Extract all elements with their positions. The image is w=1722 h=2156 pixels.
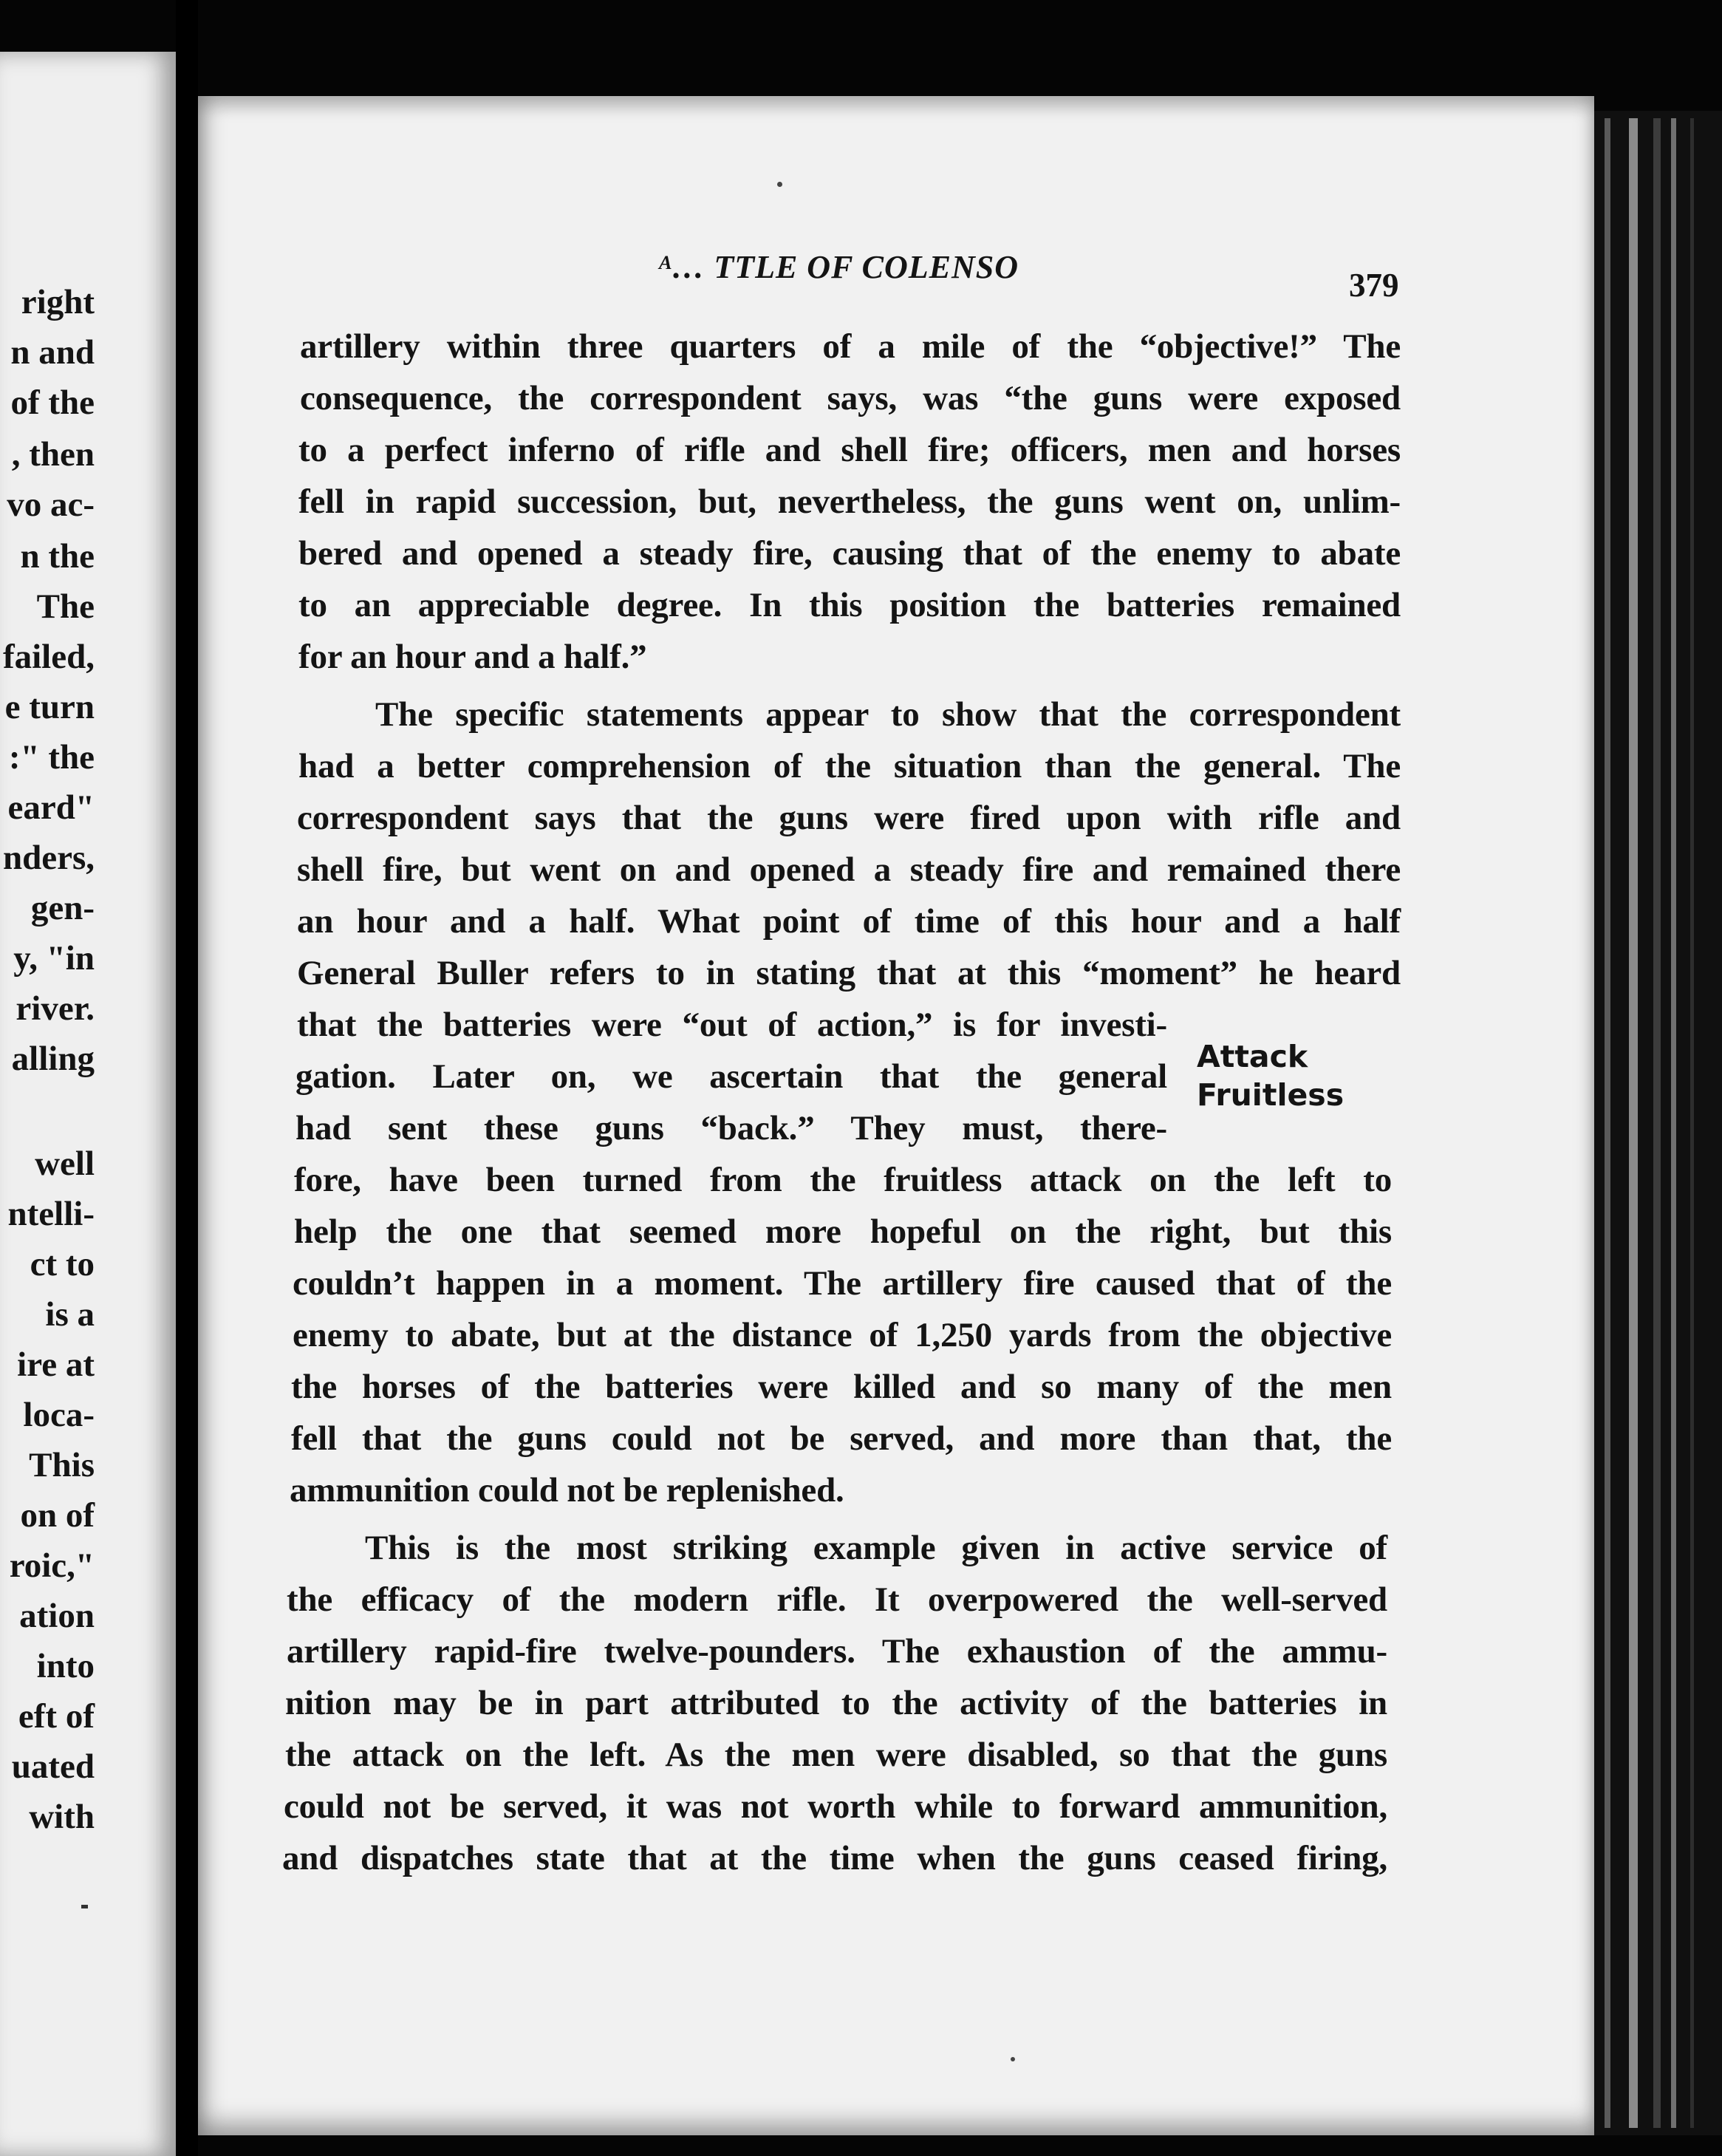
text-line: fell in rapid succession, but, nevertheless, the guns went on, unlim- [298,482,1401,521]
text-line: an hour and a half. What point of time of this hour and a half [297,902,1401,941]
facing-page-line: into [36,1647,95,1685]
facing-page-line: gen- [30,889,95,927]
facing-page-line: well [35,1144,95,1183]
facing-page-line: eard" [7,788,95,827]
facing-page-line: alling [11,1040,95,1078]
text-line: ammunition could not be replenished. [290,1471,844,1509]
facing-page-line: roic," [9,1546,95,1585]
running-head: ᴬ… TTLE OF COLENSO [657,249,1019,285]
facing-page-line: vo ac- [7,485,95,524]
text-line: had a better comprehension of the situation than the general. The [298,747,1401,785]
facing-page-line: loca- [23,1396,95,1434]
text-line: that the batteries were “out of action,” is for investi- [297,1006,1167,1044]
facing-page-line: river. [16,989,95,1028]
text-line: consequence, the correspondent says, was “the guns were exposed [300,379,1401,417]
text-line: This is the most striking example given in active service of [365,1529,1387,1567]
facing-page [0,52,176,2156]
facing-page-line: is a [45,1295,95,1334]
fore-edge-line [1653,118,1661,2128]
paper-speck [777,182,782,187]
page-number: 379 [1349,267,1399,304]
text-line: artillery within three quarters of a mile of the “objective!” The [300,327,1401,366]
facing-page-line: ct to [30,1245,95,1283]
text-line: shell fire, but went on and opened a steady fire and remained there [297,850,1401,889]
book-gutter [176,0,198,2156]
text-line: the efficacy of the modern rifle. It overpowered the well-served [287,1580,1387,1619]
margin-note-line: Attack [1197,1039,1308,1074]
text-line: fore, have been turned from the fruitless attack on the left to [294,1161,1392,1199]
facing-page-mark [81,1905,88,1908]
text-line: help the one that seemed more hopeful on the right, but this [294,1212,1392,1251]
text-line: had sent these guns “back.” They must, there- [295,1109,1167,1147]
facing-page-line: with [29,1798,95,1836]
facing-page-line: of the [10,383,95,422]
margin-note-line: Fruitless [1197,1077,1345,1113]
text-line: for an hour and a half.” [298,638,647,676]
fore-edge-line [1605,118,1610,2128]
facing-page-line: ire at [17,1345,95,1384]
facing-page-line: The [36,587,95,626]
text-line: couldn’t happen in a moment. The artillery fire caused that of the [293,1264,1392,1303]
facing-page-line: , then [11,435,95,474]
text-line: gation. Later on, we ascertain that the general [295,1057,1167,1096]
facing-page-line: on of [20,1496,95,1535]
facing-page-line: failed, [2,638,95,676]
text-line: the attack on the left. As the men were disabled, so that the guns [285,1736,1387,1774]
facing-page-line: This [29,1446,95,1484]
facing-page-line: ation [19,1597,95,1635]
facing-page-line: uated [11,1747,95,1786]
facing-page-line: eft of [18,1697,95,1736]
text-line: could not be served, it was not worth while to forward ammunition, [284,1787,1387,1826]
facing-page-line: e turn [4,688,95,726]
text-line: correspondent says that the guns were fired upon with rifle and [297,799,1401,837]
facing-page-line: nders, [2,839,95,877]
text-line: nition may be in part attributed to the activity of the batteries in [285,1684,1387,1722]
text-line: fell that the guns could not be served, and more than that, the [291,1419,1392,1458]
text-line: and dispatches state that at the time when the guns ceased firing, [282,1839,1387,1877]
fore-edge-line [1690,118,1694,2128]
facing-page-line: n and [10,333,95,372]
text-line: to a perfect inferno of rifle and shell fire; officers, men and horses [298,431,1401,469]
text-line: General Buller refers to in stating that at this “moment” he heard [297,954,1401,992]
text-line: to an appreciable degree. In this position the batteries remained [298,586,1401,624]
text-line: enemy to abate, but at the distance of 1,250 yards from the objective [293,1316,1392,1354]
facing-page-line: :" the [8,738,95,777]
paper-speck [1011,2057,1015,2061]
text-line: The specific statements appear to show that the correspondent [375,695,1401,734]
text-line: bered and opened a steady fire, causing that of the enemy to abate [298,534,1401,573]
fore-edge-line [1671,118,1676,2128]
facing-page-line: ntelli- [7,1195,95,1233]
text-line: artillery rapid-fire twelve-pounders. The exhaustion of the ammu- [287,1632,1387,1671]
text-line: the horses of the batteries were killed and so many of the men [291,1368,1392,1406]
facing-page-line: n the [20,537,95,576]
facing-page-line: y, "in [13,939,95,978]
fore-edge-line [1629,118,1638,2128]
facing-page-line: right [21,283,95,321]
